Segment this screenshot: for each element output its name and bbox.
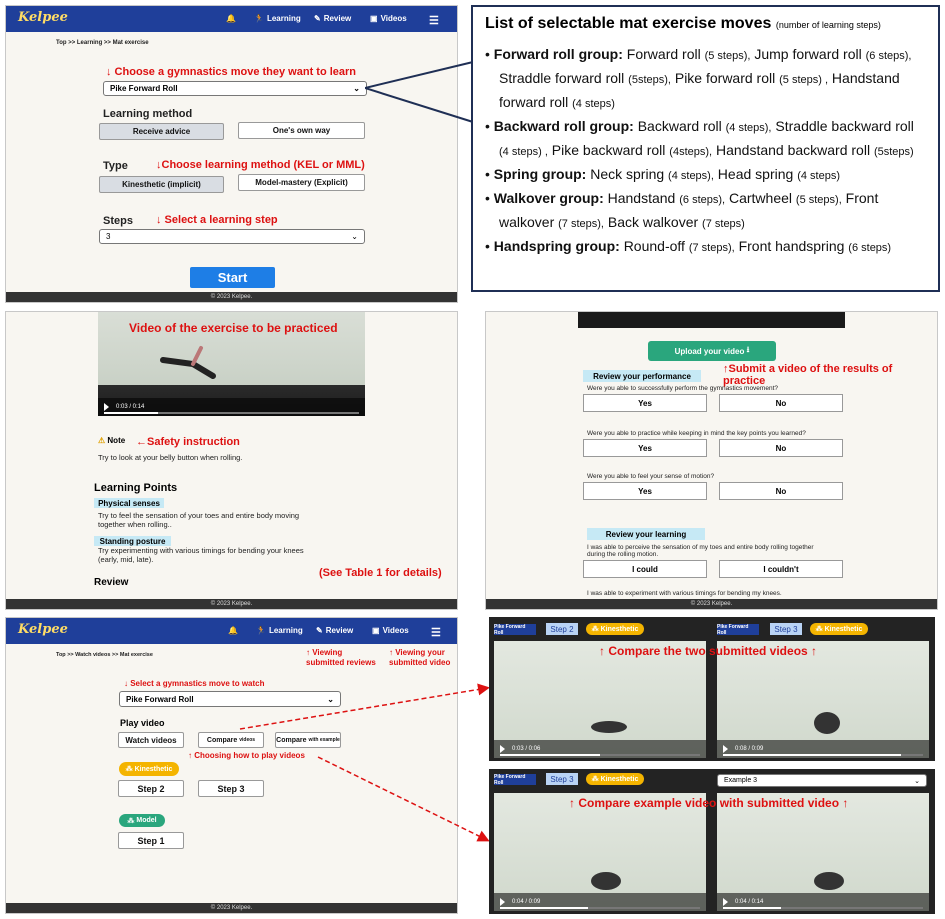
move-steps: (7 steps), <box>558 218 604 230</box>
gymnast-figure <box>586 867 626 891</box>
receive-advice-button[interactable]: Receive advice <box>99 123 224 140</box>
nav-videos[interactable]: ▣ Videos <box>370 14 407 23</box>
own-way-button[interactable]: One's own way <box>238 122 365 139</box>
q3-no-button[interactable]: No <box>719 482 843 500</box>
play-icon[interactable] <box>723 745 728 753</box>
compare-example-panel <box>489 769 935 914</box>
step-1-button[interactable]: Step 1 <box>118 832 184 849</box>
submitted-video-left[interactable] <box>494 641 706 758</box>
nav-videos[interactable]: ▣ Videos <box>372 626 409 635</box>
annotation-table: (See Table 1 for details) <box>319 567 442 579</box>
question-4-line1: I was able to perceive the sensation of my toes and entire body rolling together <box>587 544 814 551</box>
kinesthetic-badge-right <box>810 623 868 635</box>
physical-senses-line1: Try to feel the sensation of your toes and entire body moving <box>98 511 300 520</box>
question-5: I was able to experiment with various timings for bending my knees. <box>587 590 782 597</box>
breadcrumb: Top >> Learning >> Mat exercise <box>56 40 149 46</box>
physical-senses-label: Physical senses <box>94 498 164 508</box>
people-icon: ⁂ <box>591 776 599 783</box>
move-steps: (6 steps), <box>865 50 912 62</box>
move-steps: (5steps), <box>628 74 671 86</box>
step-3-button[interactable]: Step 3 <box>198 780 264 797</box>
standing-posture-line2: (early, mid, late). <box>98 555 154 564</box>
move-name: Pike backward roll <box>551 142 666 158</box>
watch-videos-button[interactable]: Watch videos <box>118 732 184 748</box>
compare-videos-sub: videos <box>239 737 256 743</box>
gymnast-figure <box>584 713 634 737</box>
move-name: Round-off <box>623 238 685 254</box>
play-icon: ▣ <box>372 626 380 635</box>
video-time: 0:04 / 0:09 <box>512 899 541 905</box>
move-name: Front handspring <box>738 238 845 254</box>
move-group: • Spring group: Neck spring (4 steps), Head spring (4 steps) <box>485 166 840 182</box>
move-group-name: Forward roll group: <box>493 46 623 62</box>
move-name: Backward roll <box>637 118 722 134</box>
move-name: Front walkover <box>499 190 879 230</box>
move-name: Handstand <box>607 190 676 206</box>
annotation-move: ↓ Select a gymnastics move to watch <box>124 679 265 688</box>
video-time: 0:03 / 0:14 <box>116 404 145 410</box>
move-tag-right: Pike Forward Roll <box>717 624 759 635</box>
moves-list-title-note: (number of learning steps) <box>775 20 881 30</box>
move-name: Forward roll <box>626 46 701 62</box>
gymnast-figure <box>807 707 847 737</box>
move-name: Straddle forward roll <box>499 70 625 86</box>
annotation-video-line2: submitted video <box>389 658 451 667</box>
kinesthetic-label: Kinesthetic <box>134 765 173 773</box>
start-button[interactable]: Start <box>190 267 275 288</box>
bell-icon[interactable]: 🔔 <box>226 14 236 23</box>
pen-icon: ✎ <box>316 626 323 635</box>
move-steps: (4steps), <box>669 146 713 158</box>
move-group-name: Handspring group: <box>493 238 620 254</box>
nav-review[interactable]: ✎ Review <box>316 626 354 635</box>
steps-select-value: 3 <box>106 232 111 241</box>
q1-yes-button[interactable]: Yes <box>583 394 707 412</box>
move-steps: (7 steps), <box>688 242 735 254</box>
step-2-button[interactable]: Step 2 <box>118 780 184 797</box>
physical-senses-line2: together when rolling.. <box>98 520 172 529</box>
kinesthetic-badge-left <box>586 623 644 635</box>
move-tag: Pike Forward Roll <box>494 774 536 785</box>
step-tag: Step 3 <box>546 773 578 785</box>
example-select-value: Example 3 <box>724 777 758 784</box>
video-time: 0:04 / 0:14 <box>735 899 764 905</box>
move-steps: (4 steps) <box>572 98 615 110</box>
submitted-video-right[interactable] <box>717 641 929 758</box>
review-performance-label: Review your performance <box>583 370 701 382</box>
video-progress[interactable] <box>500 907 700 909</box>
kinesthetic-label: Kinesthetic <box>824 625 863 633</box>
type-label: Type <box>103 160 128 172</box>
annotation-reviews-line2: submitted reviews <box>306 658 376 667</box>
annotation-compare: ↑ Compare the two submitted videos ↑ <box>599 644 818 658</box>
compare-videos-label: Compare <box>206 736 238 744</box>
kelpee-logo[interactable]: Kelpee <box>18 622 68 637</box>
move-name: Straddle backward roll <box>775 118 914 134</box>
footer: © 2023 Kelpee. <box>6 903 457 913</box>
move-name: Cartwheel <box>728 190 793 206</box>
video-progress[interactable] <box>723 907 923 909</box>
move-steps: (5 steps), <box>704 50 751 62</box>
move-name: Neck spring <box>590 166 665 182</box>
note-label: Note <box>107 436 126 445</box>
people-icon: ⁂ <box>125 766 133 773</box>
pen-icon: ✎ <box>314 14 321 23</box>
bell-icon[interactable]: 🔔 <box>228 626 238 635</box>
step-tag-right: Step 3 <box>770 623 802 635</box>
video-time: 0:03 / 0:06 <box>512 746 541 752</box>
annotation-upload: ↑Submit a video of the results of practice <box>723 363 893 387</box>
people-icon: ⁂ <box>591 626 599 633</box>
q3-yes-button[interactable]: Yes <box>583 482 707 500</box>
moves-list-title-text: List of selectable mat exercise moves <box>485 15 772 32</box>
nav-learning[interactable]: 🏃 Learning <box>254 14 301 23</box>
warning-icon: ⚠ <box>98 436 106 445</box>
review-heading: Review <box>94 577 129 588</box>
footer: © 2023 Kelpee. <box>6 599 457 609</box>
annotation-move: ↓ Choose a gymnastics move they want to learn <box>106 66 357 78</box>
move-name: Jump forward roll <box>754 46 862 62</box>
steps-label: Steps <box>103 215 133 227</box>
chevron-down-icon: ⌄ <box>914 777 920 785</box>
move-name: Pike forward roll <box>674 70 776 86</box>
move-tag: Pike Forward Roll <box>494 624 536 635</box>
annotation-how: ↑ Choosing how to play videos <box>188 751 305 760</box>
model-label: Model <box>136 817 157 824</box>
play-video-label: Play video <box>120 718 165 728</box>
move-steps: (5steps) <box>873 146 914 158</box>
annotation-video-line1: ↑ Viewing your <box>389 648 445 657</box>
play-icon[interactable] <box>723 898 728 906</box>
move-steps: (4 steps), <box>668 170 714 182</box>
move-steps: (7 steps) <box>702 218 745 230</box>
footer: © 2023 Kelpee. <box>486 599 937 609</box>
video-time: 0:08 / 0:09 <box>735 746 764 752</box>
question-1: Were you able to successfully perform the gymnastics movement? <box>587 385 778 392</box>
question-2: Were you able to practice while keeping in mind the key points you learned? <box>587 430 806 437</box>
people-icon: ⁂ <box>127 817 135 825</box>
kinesthetic-label: Kinesthetic <box>600 775 639 783</box>
annotation-steps: ↓ Select a learning step <box>156 214 278 226</box>
move-group: • Backward roll group: Backward roll (4 steps), Straddle backward roll (4 steps) , Pike backward roll (4steps), Handstand backward roll (5steps) <box>485 118 914 158</box>
move-name: Handstand backward roll <box>715 142 871 158</box>
q1-no-button[interactable]: No <box>719 394 843 412</box>
move-group: • Walkover group: Handstand (6 steps), Cartwheel (5 steps), Front walkover (7 steps), Back walkover (7 steps) <box>485 190 879 230</box>
move-steps: (5 steps), <box>795 194 842 206</box>
chevron-down-icon: ⌄ <box>353 84 360 93</box>
upload-icon: ⭳ <box>746 345 750 354</box>
step-tag-left: Step 2 <box>546 623 578 635</box>
menu-icon[interactable]: ☰ <box>429 15 439 27</box>
kelpee-logo[interactable]: Kelpee <box>18 10 68 25</box>
move-steps: (4 steps) <box>797 170 840 182</box>
annotation-safety: ←Safety instruction <box>136 436 240 448</box>
move-group-name: Walkover group: <box>493 190 604 206</box>
kinesthetic-button[interactable]: Kinesthetic (implicit) <box>99 176 224 193</box>
runner-icon: 🏃 <box>254 14 264 23</box>
play-icon[interactable] <box>500 745 505 753</box>
move-steps: (4 steps), <box>725 122 772 134</box>
learning-points-title: Learning Points <box>94 482 178 494</box>
compare-example-sub: with example <box>308 737 340 743</box>
kinesthetic-label: Kinesthetic <box>600 625 639 633</box>
nav-learning[interactable]: 🏃 Learning <box>256 626 303 635</box>
move-select-value: Pike Forward Roll <box>126 694 194 704</box>
move-steps: (4 steps) , <box>499 146 548 158</box>
move-group-name: Backward roll group: <box>493 118 634 134</box>
nav-review[interactable]: ✎ Review <box>314 14 352 23</box>
breadcrumb: Top >> Watch videos >> Mat exercise <box>56 652 153 658</box>
annotation-video: Video of the exercise to be practiced <box>129 321 338 335</box>
model-mastery-button[interactable]: Model-mastery (Explicit) <box>238 174 365 191</box>
runner-icon: 🏃 <box>256 626 266 635</box>
move-group: • Forward roll group: Forward roll (5 steps), Jump forward roll (6 steps), Straddle forward roll (5steps), Pike forward roll (5 steps) , Handstand forward roll (4 steps) <box>485 46 912 110</box>
footer: © 2023 Kelpee. <box>6 292 457 302</box>
submitted-video[interactable] <box>717 793 929 911</box>
move-steps: (6 steps) <box>848 242 892 254</box>
q2-no-button[interactable]: No <box>719 439 843 457</box>
note-text: Try to look at your belly button when rolling. <box>98 453 243 462</box>
i-couldnt-button[interactable]: I couldn't <box>719 560 843 578</box>
move-steps: (6 steps), <box>679 194 726 206</box>
q2-yes-button[interactable]: Yes <box>583 439 707 457</box>
menu-icon[interactable]: ☰ <box>431 627 441 639</box>
play-icon[interactable] <box>500 898 505 906</box>
example-select[interactable] <box>717 774 927 787</box>
learning-method-label: Learning method <box>103 108 193 120</box>
video-progress[interactable] <box>500 754 700 756</box>
upload-label: Upload your video <box>674 346 745 356</box>
review-learning-label: Review your learning <box>587 528 705 540</box>
move-select-value: Pike Forward Roll <box>110 84 178 93</box>
move-steps: (5 steps) , <box>779 74 829 86</box>
i-could-button[interactable]: I could <box>583 560 707 578</box>
move-group-name: Spring group: <box>493 166 587 182</box>
compare-submitted-panel <box>489 617 935 761</box>
chevron-down-icon: ⌄ <box>327 694 334 704</box>
move-group: • Handspring group: Round-off (7 steps), Front handspring (6 steps) <box>485 238 892 254</box>
annotation-compare-example: ↑ Compare example video with submitted video ↑ <box>569 796 849 810</box>
move-name: Handstand forward roll <box>499 70 900 110</box>
kinesthetic-badge <box>586 773 644 785</box>
annotation-reviews-line1: ↑ Viewing <box>306 648 343 657</box>
video-progress[interactable] <box>723 754 923 756</box>
people-icon: ⁂ <box>815 626 823 633</box>
move-name: Head spring <box>717 166 794 182</box>
play-icon: ▣ <box>370 14 378 23</box>
chevron-down-icon: ⌄ <box>351 232 358 241</box>
compare-example-label: Compare <box>276 736 307 744</box>
question-3: Were you able to feel your sense of motion? <box>587 473 715 480</box>
standing-posture-line1: Try experimenting with various timings for bending your knees <box>98 546 304 555</box>
annotation-type: ↓Choose learning method (KEL or MML) <box>156 159 365 171</box>
standing-posture-label: Standing posture <box>94 536 171 546</box>
example-video[interactable] <box>494 793 706 911</box>
gymnast-figure <box>809 867 849 891</box>
question-4-line2: during the rolling motion. <box>587 551 659 558</box>
move-name: Back walkover <box>607 214 699 230</box>
